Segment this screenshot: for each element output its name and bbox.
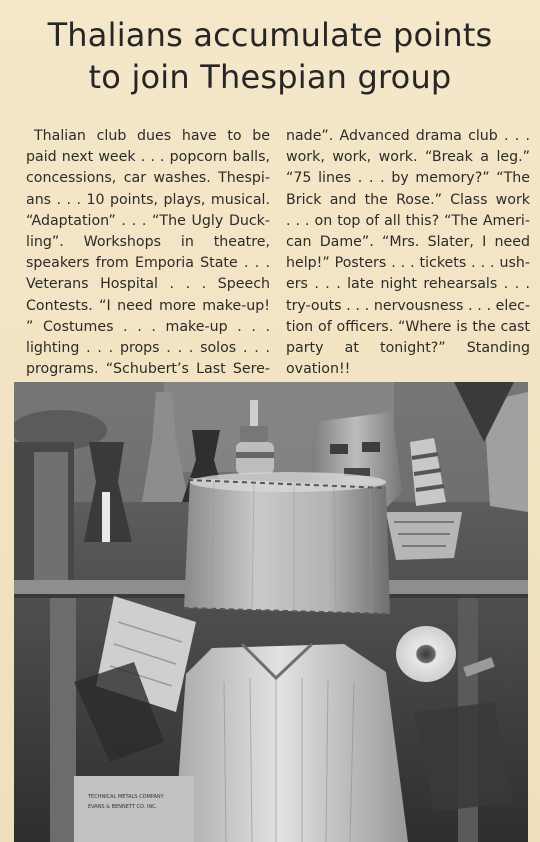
text-line: try-outs . . . nervousness . . . elec-: [286, 297, 530, 314]
text-line: Brick and the Rose.” Class work: [286, 191, 530, 208]
text-line: lighting . . . props . . . solos . . .: [26, 340, 270, 357]
article-column-left: [26, 126, 270, 380]
glass-bowl-prop: [386, 512, 462, 560]
text-line: speakers from Emporia State . . .: [26, 255, 270, 272]
text-line: paid next week . . . popcorn balls,: [26, 149, 270, 166]
article-body: [26, 126, 530, 380]
text-line: . . . on top of all this? “The Ameri-: [286, 212, 530, 229]
photograph-student-with-lampshade: [14, 382, 528, 842]
article-column-right: [286, 126, 530, 380]
text-line: ers . . . late night rehearsals . . .: [286, 276, 530, 293]
box-label-line-1: TECHNICAL METALS COMPANY: [88, 794, 164, 800]
photo-illustration: [14, 382, 528, 842]
text-line: “75 lines . . . by memory?” “The: [286, 170, 530, 187]
text-line: help!” Posters . . . tickets . . . ush-: [286, 255, 530, 272]
text-line: work, work, work. “Break a leg.”: [286, 149, 530, 166]
text-line: “Adaptation” . . . “The Ugly Duck-: [26, 212, 270, 229]
text-line: Contests. “I need more make-up!: [26, 297, 270, 314]
lampshade-on-head: [184, 478, 390, 614]
text-line: Thalian club dues have to be: [34, 128, 270, 144]
box-label-line-2: EVANS & BENNETT CO. INC.: [88, 804, 158, 810]
text-line: can Dame”. “Mrs. Slater, I need: [286, 234, 530, 251]
headline-line-2: to join Thespian group: [88, 58, 452, 96]
text-line: party at tonight?” Standing: [286, 340, 530, 357]
text-line: ovation!!: [286, 361, 351, 378]
text-line: tion of officers. “Where is the cast: [286, 318, 530, 335]
text-line: nade”. Advanced drama club . . .: [286, 128, 530, 144]
text-line: ” Costumes . . . make-up . . .: [26, 318, 270, 335]
paper-roll-prop: [396, 626, 456, 682]
text-line: Veterans Hospital . . . Speech: [26, 276, 270, 293]
text-line: concessions, car washes. Thespi-: [26, 170, 270, 187]
text-line: programs. “Schubert’s Last Sere-: [26, 361, 270, 378]
headline-line-1: Thalians accumulate points: [47, 16, 493, 54]
text-line: ans . . . 10 points, plays, musical.: [26, 191, 270, 208]
person-in-sweater: [174, 644, 408, 842]
text-line: ling”. Workshops in theatre,: [26, 234, 270, 251]
headline: [0, 14, 540, 98]
